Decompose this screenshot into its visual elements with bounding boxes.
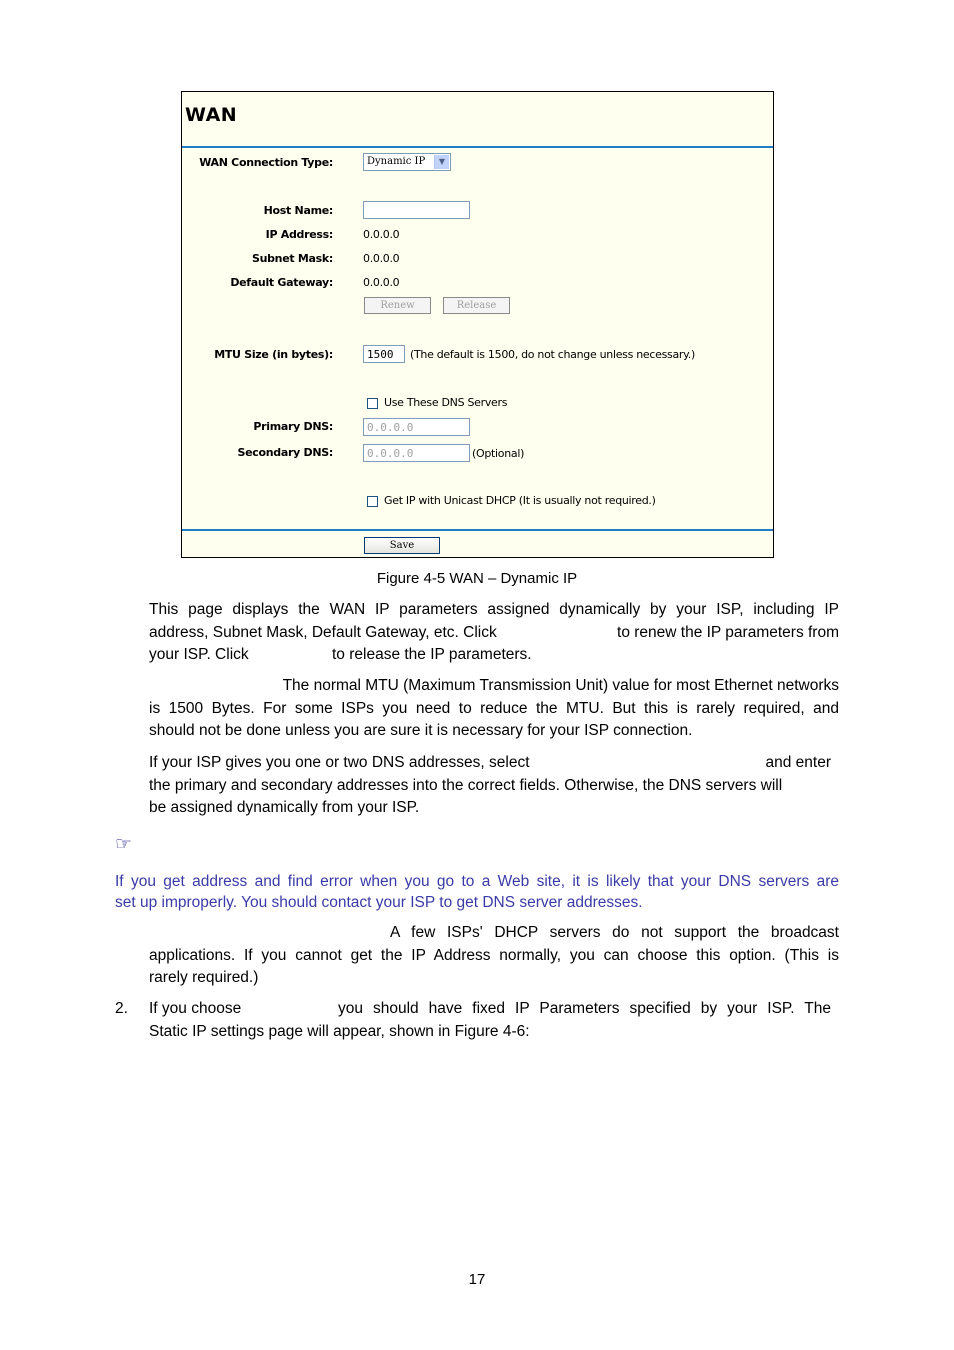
bottom-divider <box>182 529 773 531</box>
text-line: If you choose <box>149 1000 242 1017</box>
secondary-dns-label: Secondary DNS: <box>237 446 333 459</box>
text-line: should not be done unless you are sure it is necessary for your ISP connection. <box>149 722 693 739</box>
text-line: applications. If you cannot get the IP Address normally, you can choose this option. (This is <box>149 946 839 964</box>
paragraph-mtu <box>149 675 839 743</box>
ip-address-label: IP Address: <box>265 228 333 241</box>
mtu-label: MTU Size (in bytes): <box>214 348 333 361</box>
connection-type-label: WAN Connection Type: <box>199 156 333 169</box>
default-gateway-label: Default Gateway: <box>230 276 333 289</box>
use-dns-label: Use These DNS Servers <box>384 396 508 409</box>
connection-type-value: Dynamic IP <box>367 156 426 167</box>
list-number: 2. <box>115 1000 128 1017</box>
connection-type-select[interactable] <box>363 153 451 171</box>
top-divider <box>182 146 773 148</box>
page-number: 17 <box>468 1271 486 1288</box>
paragraph-unicast <box>149 922 839 990</box>
wan-settings-panel <box>181 91 774 558</box>
text-line: The normal MTU (Maximum Transmission Unit) value for most Ethernet networks <box>282 677 839 694</box>
pointing-hand-icon: ☞ <box>115 834 133 855</box>
text-line: your ISP. Click <box>149 646 249 663</box>
primary-dns-label: Primary DNS: <box>253 420 333 433</box>
primary-dns-input[interactable] <box>363 418 470 436</box>
ip-address-value: 0.0.0.0 <box>363 228 400 241</box>
default-gateway-value: 0.0.0.0 <box>363 276 400 289</box>
text-line: and enter <box>765 754 831 771</box>
text-line: If your ISP gives you one or two DNS addresses, select <box>149 754 530 771</box>
text-line: address, Subnet Mask, Default Gateway, etc. Click <box>149 623 497 641</box>
text-line: to renew the IP parameters from <box>617 623 839 641</box>
text-line: This page displays the WAN IP parameters assigned dynamically by your ISP, including IP <box>149 601 839 618</box>
paragraph-dynamic-ip <box>149 599 839 667</box>
text-line: Static IP settings page will appear, shown in Figure 4-6: <box>149 1022 530 1040</box>
renew-button[interactable]: Renew <box>364 297 431 314</box>
host-name-label: Host Name: <box>263 204 333 217</box>
save-button[interactable]: Save <box>364 537 440 554</box>
figure-caption: Figure 4-5 WAN – Dynamic IP <box>376 570 578 587</box>
text-line: to release the IP parameters. <box>332 646 532 663</box>
text-line: the primary and secondary addresses into the correct fields. Otherwise, the DNS servers will <box>149 776 783 794</box>
text-line: A few ISPs' DHCP servers do not support the broadcast <box>390 924 839 941</box>
subnet-mask-label: Subnet Mask: <box>251 252 333 265</box>
host-name-input[interactable] <box>363 201 470 219</box>
text-line: be assigned dynamically from your ISP. <box>149 799 420 816</box>
note-line: set up improperly. You should contact your ISP to get DNS server addresses. <box>115 894 643 911</box>
note-paragraph <box>115 871 839 913</box>
use-dns-checkbox[interactable] <box>367 398 378 409</box>
text-line: you should have fixed IP Parameters specified by your ISP. The <box>338 1000 831 1017</box>
mtu-hint: (The default is 1500, do not change unless necessary.) <box>410 348 695 361</box>
note-line: If you get address and find error when you go to a Web site, it is likely that your DNS servers are <box>115 873 839 890</box>
wan-title: WAN <box>185 104 238 126</box>
chevron-down-icon[interactable]: ▼ <box>434 155 449 169</box>
release-button[interactable]: Release <box>443 297 510 314</box>
paragraph-static-ip <box>149 998 839 1043</box>
text-line: is 1500 Bytes. For some ISPs you need to reduce the MTU. But this is rarely required, and <box>149 699 839 717</box>
unicast-dhcp-label: Get IP with Unicast DHCP (It is usually not required.) <box>384 494 656 507</box>
mtu-input[interactable] <box>363 345 405 363</box>
optional-label: (Optional) <box>472 447 525 460</box>
unicast-dhcp-checkbox[interactable] <box>367 496 378 507</box>
secondary-dns-input[interactable] <box>363 444 470 462</box>
paragraph-dns <box>149 752 839 820</box>
subnet-mask-value: 0.0.0.0 <box>363 252 400 265</box>
text-line: rarely required.) <box>149 969 259 986</box>
